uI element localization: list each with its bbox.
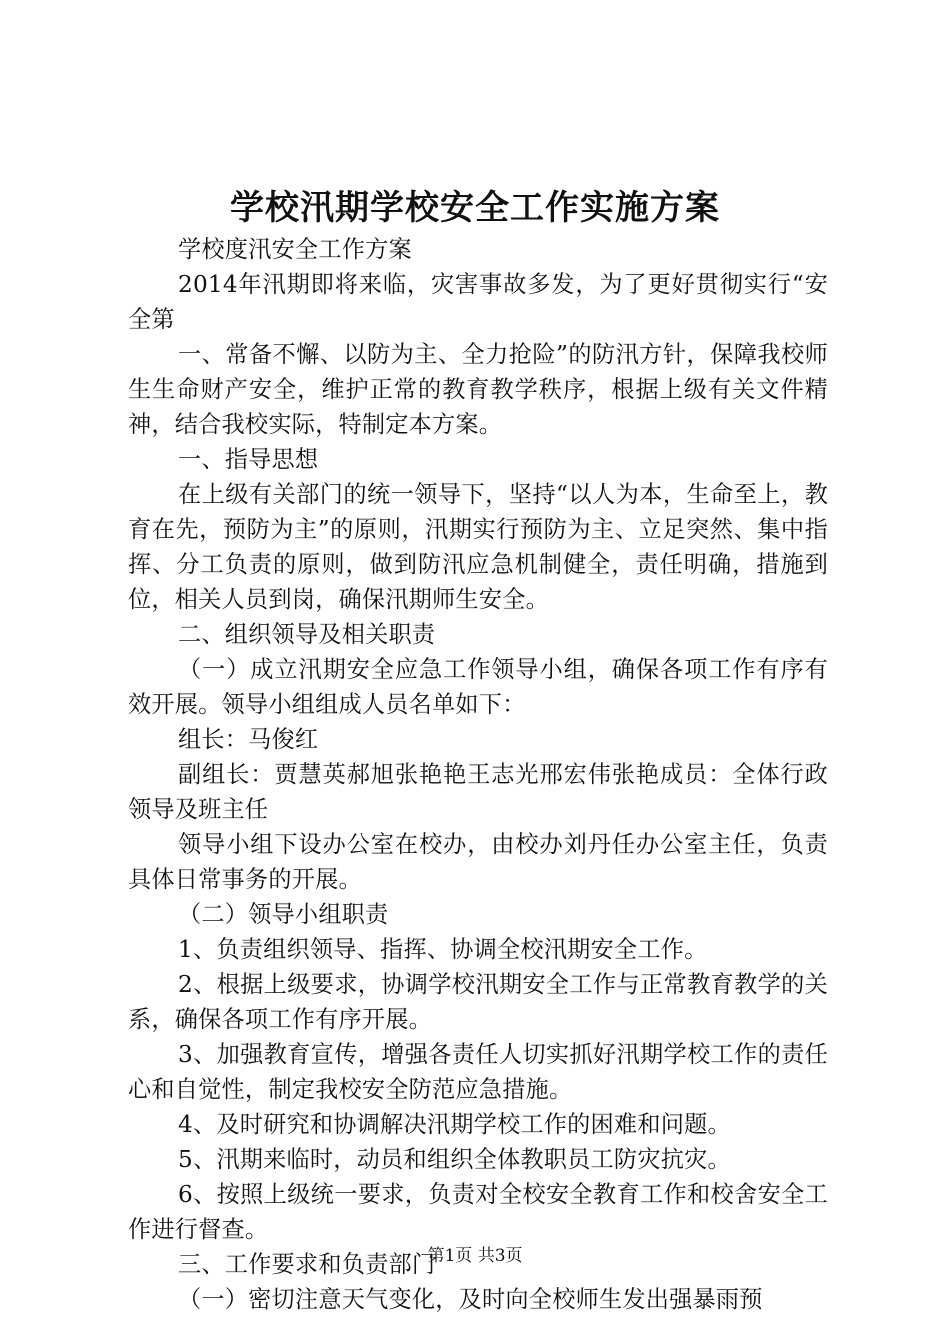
list-item-duty-2: 2、根据上级要求，协调学校汛期安全工作与正常教育教学的关系，确保各项工作有序开展。 (128, 971, 828, 1033)
document-body (128, 232, 828, 1317)
subsection-heading-duties: （二）领导小组职责 (178, 901, 389, 928)
list-item-duty-3: 3、加强教育宣传，增强各责任人切实抓好汛期学校工作的责任心和自觉性，制定我校安全防范应急措施。 (128, 1041, 828, 1103)
list-item-duty-1: 1、负责组织领导、指挥、协调全校汛期安全工作。 (178, 936, 708, 963)
paragraph-guiding-ideology: 在上级有关部门的统一领导下，坚持“以人为本，生命至上，教育在先，预防为主”的原则，汛期实行预防为主、立足突然、集中指挥、分工负责的原则，做到防汛应急机制健全，责任明确，措施到位，相关人员到岗，确保汛期师生安全。 (128, 481, 828, 613)
paragraph-intro: 2014年汛期即将来临，灾害事故多发，为了更好贯彻实行“安全第 (128, 271, 828, 333)
paragraph-subtitle: 学校度汛安全工作方案 (178, 236, 412, 263)
paragraph-policy: 一、常备不懈、以防为主、全力抢险”的防汛方针，保障我校师生生命财产安全，维护正常的教育教学秩序，根据上级有关文件精神，结合我校实际，特制定本方案。 (128, 341, 828, 438)
paragraph-leading-group: （一）成立汛期安全应急工作领导小组，确保各项工作有序有效开展。领导小组组成人员名单如下： (128, 656, 828, 718)
document-title: 学校汛期学校安全工作实施方案 (230, 188, 720, 228)
list-item-duty-5: 5、汛期来临时，动员和组织全体教职员工防灾抗灾。 (178, 1146, 731, 1173)
paragraph-weather-warning: （一）密切注意天气变化，及时向全校师生发出强暴雨预 (178, 1286, 763, 1313)
section-heading-organization: 二、组织领导及相关职责 (178, 621, 436, 648)
section-heading-guiding-ideology: 一、指导思想 (178, 446, 319, 473)
list-item-duty-4: 4、及时研究和协调解决汛期学校工作的困难和问题。 (178, 1111, 731, 1138)
list-item-duty-6: 6、按照上级统一要求，负责对全校安全教育工作和校舍安全工作进行督查。 (128, 1181, 828, 1243)
paragraph-office: 领导小组下设办公室在校办，由校办刘丹任办公室主任，负责具体日常事务的开展。 (128, 831, 828, 893)
paragraph-deputy-leaders: 副组长：贾慧英郝旭张艳艳王志光邢宏伟张艳成员：全体行政领导及班主任 (128, 761, 828, 823)
section-heading-requirements: 三、工作要求和负责部门 (178, 1251, 436, 1278)
paragraph-group-leader: 组长：马俊红 (178, 726, 319, 753)
page-footer: 第1页 共3页 (427, 1246, 523, 1266)
